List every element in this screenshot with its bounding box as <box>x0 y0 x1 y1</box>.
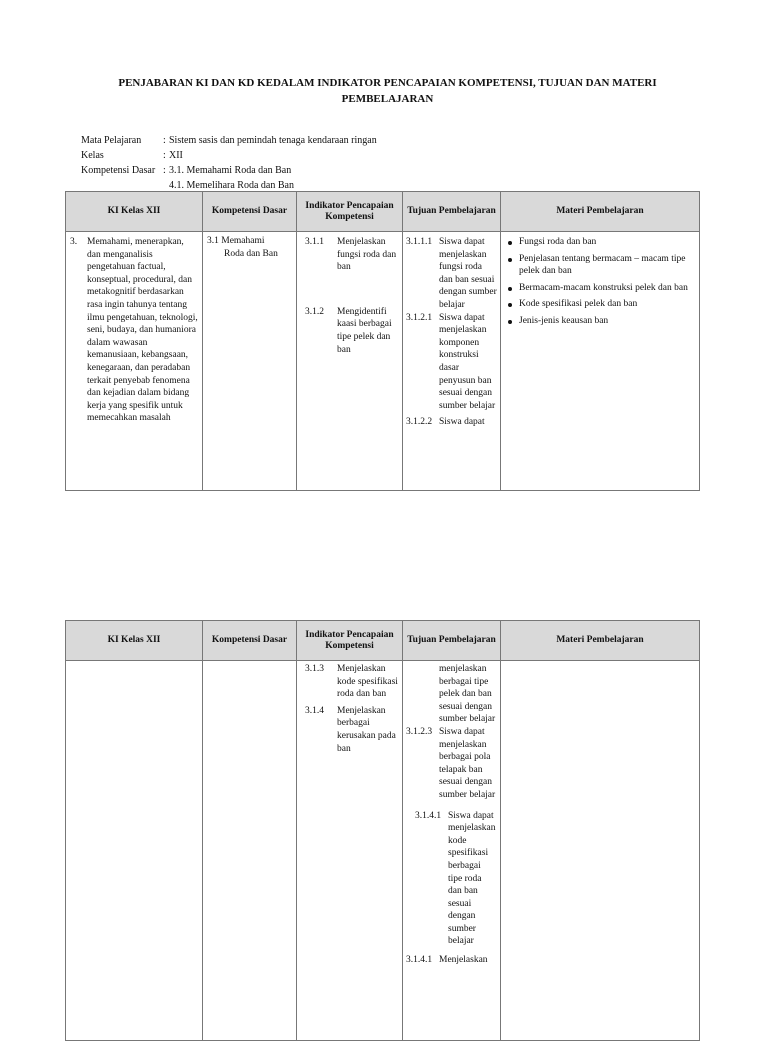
kd-table-1 <box>65 191 700 491</box>
indikator-cell <box>297 232 403 491</box>
header-ki: KI Kelas XII <box>66 192 203 232</box>
table-row <box>66 232 700 491</box>
indikator-text: Menjelaskan berbagai kerusakan pada ban <box>337 705 396 754</box>
tujuan-item <box>406 954 497 967</box>
meta-separator: : <box>163 135 166 146</box>
document-meta <box>81 133 377 193</box>
materi-item: Jenis-jenis keausan ban <box>519 315 693 328</box>
indikator-text: Menjelaskan kode spesifikasi roda dan ban <box>337 664 398 700</box>
meta-separator: : <box>163 150 166 161</box>
kd-number: 3.1 <box>207 236 219 246</box>
meta-value: 3.1. Memahami Roda dan Ban <box>169 165 292 176</box>
tujuan-text-cont: menjelaskan fungsi roda dan ban sesuai dengan sumber belajar <box>439 249 497 310</box>
tujuan-text-cont: menjelaskan berbagai pola telapak ban sesuai dengan sumber belajar <box>439 739 496 800</box>
ki-cell <box>66 661 203 1041</box>
header-tujuan: Tujuan Pembelajaran <box>403 621 501 661</box>
materi-item: Kode spesifikasi pelek dan ban <box>519 298 693 311</box>
indikator-item <box>305 705 398 755</box>
header-kd: Kompetensi Dasar <box>203 192 297 232</box>
tujuan-item <box>406 236 497 249</box>
materi-list <box>519 236 693 328</box>
meta-value: XII <box>169 150 183 161</box>
title-line-2: PEMBELAJARAN <box>341 93 434 105</box>
materi-cell <box>501 232 700 491</box>
meta-label: Kelas <box>81 150 104 161</box>
materi-cell <box>501 661 700 1041</box>
document-title <box>95 75 680 107</box>
tujuan-number: 3.1.1.1 <box>406 237 433 247</box>
indikator-cell <box>297 661 403 1041</box>
indikator-text: Mengidentifi kaasi berbagai tipe pelek dan ban <box>337 306 392 355</box>
meta-value: 4.1. Memelihara Roda dan Ban <box>169 180 294 191</box>
meta-kd <box>81 163 377 178</box>
kd-cell <box>203 661 297 1041</box>
indikator-number: 3.1.2 <box>305 306 324 317</box>
tujuan-text: Siswa dapat <box>439 417 485 428</box>
header-ki: KI Kelas XII <box>66 621 203 661</box>
indikator-number: 3.1.1 <box>305 237 324 247</box>
tujuan-number: 3.1.4.1 <box>415 810 442 821</box>
ki-cell <box>66 232 203 491</box>
kd-table-2 <box>65 620 700 1041</box>
meta-kelas <box>81 148 377 163</box>
indikator-text: Menjelaskan fungsi roda dan ban <box>337 237 397 273</box>
title-line-1: PENJABARAN KI DAN KD KEDALAM INDIKATOR PENCAPAIAN KOMPETENSI, TUJUAN DAN MATERI <box>118 77 657 89</box>
tujuan-number: 3.1.4.1 <box>406 955 433 966</box>
tujuan-text: Siswa dapat menjelaskan kode spesifikasi berbagai tipe roda dan ban sesuai dengan sumber belajar <box>448 810 496 947</box>
header-ipk: Indikator Pencapaian Kompetensi <box>297 192 403 232</box>
header-materi: Materi Pembelajaran <box>501 192 700 232</box>
tujuan-number: 3.1.2.3 <box>406 726 433 737</box>
table-header-row <box>66 192 700 232</box>
tujuan-text: Siswa dapat <box>439 312 485 323</box>
materi-item: Penjelasan tentang bermacam – macam tipe pelek dan ban <box>519 253 693 278</box>
tujuan-number: 3.1.2.1 <box>406 312 433 323</box>
table-header-row <box>66 621 700 661</box>
tujuan-item <box>406 810 497 949</box>
materi-item: Fungsi roda dan ban <box>519 236 693 249</box>
meta-value: Sistem sasis dan pemindah tenaga kendaraan ringan <box>169 135 377 146</box>
materi-item: Bermacam-macam konstruksi pelek dan ban <box>519 282 693 295</box>
ki-number: 3. <box>70 237 78 247</box>
header-tujuan: Tujuan Pembelajaran <box>403 192 501 232</box>
indikator-number: 3.1.4 <box>305 705 324 716</box>
header-materi: Materi Pembelajaran <box>501 621 700 661</box>
tujuan-text: Siswa dapat <box>439 726 485 737</box>
tujuan-item <box>406 312 497 325</box>
tujuan-item <box>406 726 497 739</box>
meta-label: Mata Pelajaran <box>81 135 142 146</box>
indikator-item <box>305 236 398 274</box>
indikator-number: 3.1.3 <box>305 664 324 674</box>
tujuan-cell <box>403 232 501 491</box>
ki-text: Memahami, menerapkan, dan menganalisis pengetahuan factual, konseptual, procedural, dan metakognitif berdasarkan rasa ingin tahunya tentang ilmu pengetahuan, teknologi, seni, budaya, dan humaniora dalam wawasan kemanusiaan, kebangsaan, kenegaraan, dan peradaban terkait penyebab fenomena dan kejadian dalam bidang kerja yang spesifik untuk memecahkan masalah <box>87 237 198 424</box>
header-kd: Kompetensi Dasar <box>203 621 297 661</box>
indikator-item <box>305 663 398 701</box>
meta-mapel <box>81 133 377 148</box>
tujuan-number: 3.1.2.2 <box>406 417 433 428</box>
header-ipk: Indikator Pencapaian Kompetensi <box>297 621 403 661</box>
kd-cell <box>203 232 297 491</box>
tujuan-text: Siswa dapat <box>439 237 485 247</box>
meta-label: Kompetensi Dasar <box>81 165 156 176</box>
table-row <box>66 661 700 1041</box>
tujuan-text-cont: menjelaskan komponen konstruksi dasar penyusun ban sesuai dengan sumber belajar <box>439 325 496 411</box>
tujuan-cell <box>403 661 501 1041</box>
tujuan-text: Menjelaskan <box>439 955 488 966</box>
tujuan-item <box>406 416 497 429</box>
tujuan-text-cont: menjelaskan berbagai tipe pelek dan ban sesuai dengan sumber belajar <box>439 664 496 725</box>
kd-text: Memahami <box>221 236 265 246</box>
indikator-item <box>305 306 398 356</box>
kd-text-cont: Roda dan Ban <box>224 248 278 259</box>
meta-separator: : <box>163 165 166 176</box>
